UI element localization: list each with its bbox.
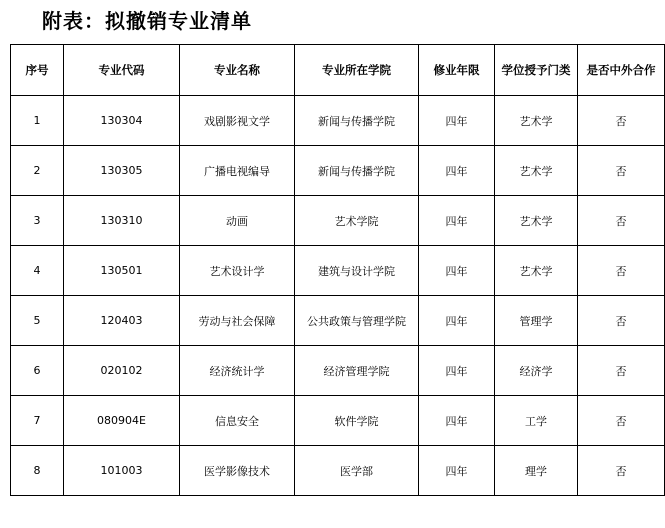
cell-major-name: 劳动与社会保障 — [180, 296, 295, 346]
cell-study-years: 四年 — [419, 246, 495, 296]
cell-college: 经济管理学院 — [295, 346, 419, 396]
table-row — [11, 246, 665, 296]
cell-sino-foreign: 否 — [578, 146, 665, 196]
cell-college: 软件学院 — [295, 396, 419, 446]
header-study-years: 修业年限 — [419, 45, 495, 96]
cell-major-name: 艺术设计学 — [180, 246, 295, 296]
cell-college: 新闻与传播学院 — [295, 96, 419, 146]
cell-index: 8 — [11, 446, 64, 496]
page-title: 附表：拟撤销专业清单 — [42, 9, 252, 33]
cell-degree-category: 经济学 — [495, 346, 578, 396]
cell-index: 7 — [11, 396, 64, 446]
cell-college: 医学部 — [295, 446, 419, 496]
cell-index: 4 — [11, 246, 64, 296]
cell-sino-foreign: 否 — [578, 346, 665, 396]
cell-major-code: 130501 — [64, 246, 180, 296]
cell-study-years: 四年 — [419, 396, 495, 446]
cell-degree-category: 艺术学 — [495, 196, 578, 246]
cell-index: 3 — [11, 196, 64, 246]
table-row — [11, 146, 665, 196]
cell-degree-category: 艺术学 — [495, 246, 578, 296]
table-row — [11, 296, 665, 346]
cell-sino-foreign: 否 — [578, 396, 665, 446]
cell-sino-foreign: 否 — [578, 446, 665, 496]
cell-study-years: 四年 — [419, 146, 495, 196]
cell-college: 公共政策与管理学院 — [295, 296, 419, 346]
cell-sino-foreign: 否 — [578, 246, 665, 296]
cell-study-years: 四年 — [419, 96, 495, 146]
cell-major-name: 广播电视编导 — [180, 146, 295, 196]
cell-study-years: 四年 — [419, 446, 495, 496]
cell-major-name: 动画 — [180, 196, 295, 246]
table-row — [11, 96, 665, 146]
table-row — [11, 196, 665, 246]
cell-index: 6 — [11, 346, 64, 396]
cell-study-years: 四年 — [419, 346, 495, 396]
cell-degree-category: 工学 — [495, 396, 578, 446]
table-row — [11, 396, 665, 446]
cell-sino-foreign: 否 — [578, 296, 665, 346]
cell-major-code: 130305 — [64, 146, 180, 196]
cell-college: 新闻与传播学院 — [295, 146, 419, 196]
cell-major-name: 医学影像技术 — [180, 446, 295, 496]
cell-sino-foreign: 否 — [578, 96, 665, 146]
table-row — [11, 346, 665, 396]
cell-index: 5 — [11, 296, 64, 346]
cell-college: 建筑与设计学院 — [295, 246, 419, 296]
cell-index: 1 — [11, 96, 64, 146]
cell-major-code: 101003 — [64, 446, 180, 496]
cell-study-years: 四年 — [419, 196, 495, 246]
cell-degree-category: 管理学 — [495, 296, 578, 346]
majors-table — [10, 44, 665, 496]
cell-study-years: 四年 — [419, 296, 495, 346]
table-header-row — [11, 45, 665, 96]
cell-major-code: 120403 — [64, 296, 180, 346]
table-row — [11, 446, 665, 496]
header-sino-foreign: 是否中外合作 — [578, 45, 665, 96]
header-college: 专业所在学院 — [295, 45, 419, 96]
header-major-name: 专业名称 — [180, 45, 295, 96]
cell-degree-category: 艺术学 — [495, 146, 578, 196]
cell-college: 艺术学院 — [295, 196, 419, 246]
header-major-code: 专业代码 — [64, 45, 180, 96]
cell-major-name: 信息安全 — [180, 396, 295, 446]
cell-degree-category: 艺术学 — [495, 96, 578, 146]
cell-major-code: 080904E — [64, 396, 180, 446]
cell-major-name: 经济统计学 — [180, 346, 295, 396]
cell-major-code: 020102 — [64, 346, 180, 396]
header-degree-category: 学位授予门类 — [495, 45, 578, 96]
cell-sino-foreign: 否 — [578, 196, 665, 246]
cell-major-code: 130310 — [64, 196, 180, 246]
cell-major-code: 130304 — [64, 96, 180, 146]
cell-index: 2 — [11, 146, 64, 196]
header-index: 序号 — [11, 45, 64, 96]
cell-degree-category: 理学 — [495, 446, 578, 496]
cell-major-name: 戏剧影视文学 — [180, 96, 295, 146]
